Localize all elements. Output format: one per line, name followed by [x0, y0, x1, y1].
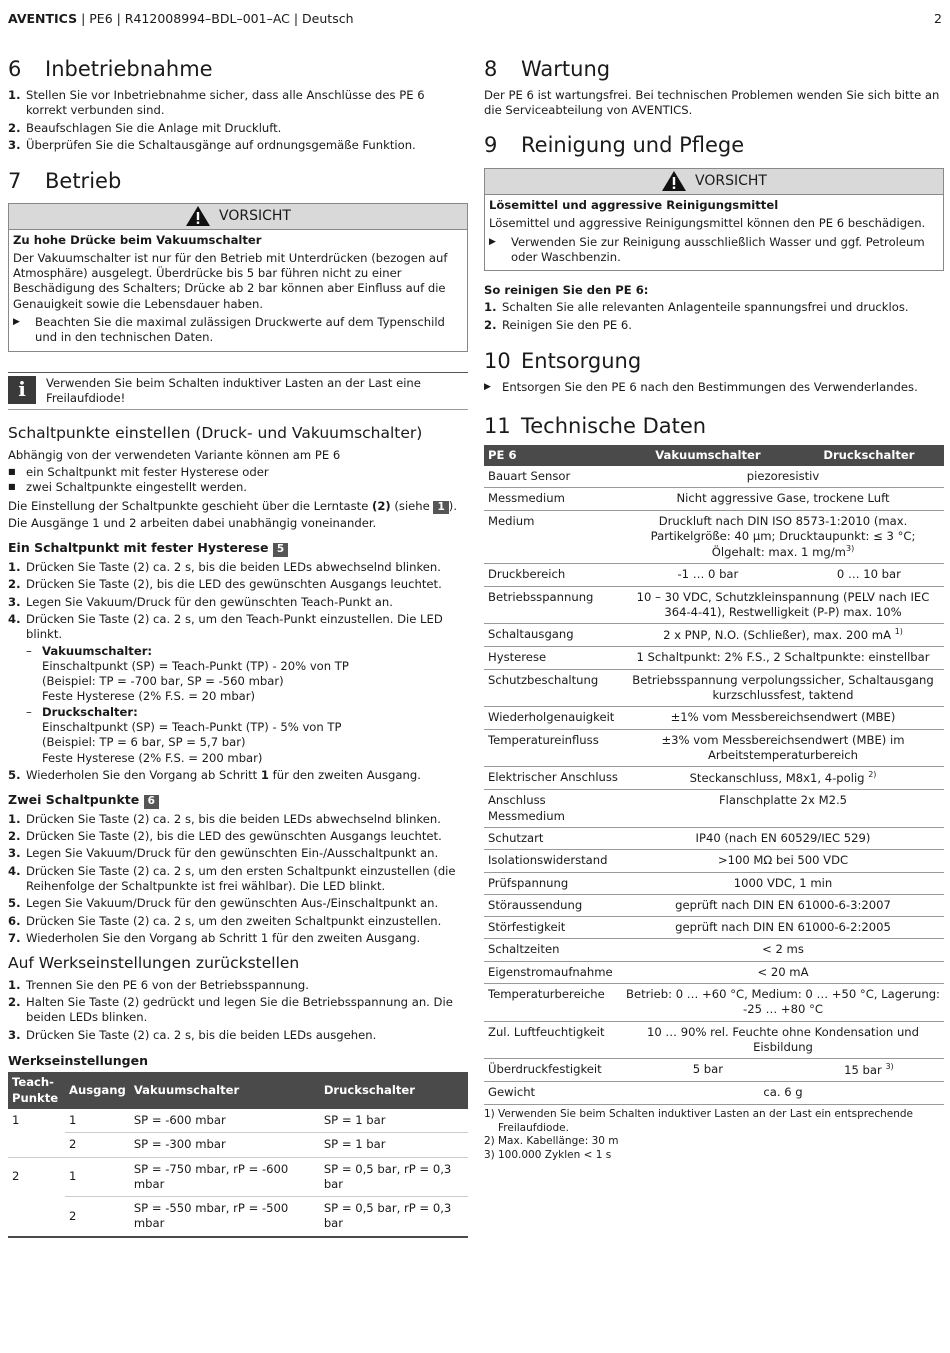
arrow-bullet-icon: ▶ [484, 382, 491, 393]
table-row: 2 SP = -300 mbar SP = 1 bar [8, 1133, 468, 1157]
two-switchpoints-heading: Zwei Schaltpunkte 6 [8, 792, 468, 809]
row-label: Betriebsspannung [484, 586, 622, 624]
brand-name: AVENTICS [8, 11, 78, 26]
row-label: Medium [484, 510, 622, 564]
column-header: Ausgang [65, 1072, 130, 1109]
row-label: Temperaturbereiche [484, 984, 622, 1022]
row-value: 1000 VDC, 1 min [622, 872, 944, 894]
section-11-heading: 11 Technische Daten [484, 413, 707, 438]
table-row [484, 647, 944, 669]
column-header: Druckschalter [320, 1072, 468, 1109]
list-item: 4. Drücken Sie Taste (2) ca. 2 s, um den ersten Schaltpunkt einzustellen (die Reihenfolge der Schaltpunkte ist frei wählbar). Die LED blinkt. [8, 863, 456, 894]
footnotes [484, 1108, 944, 1163]
switchpoints-intro: Abhängig von der verwendeten Variante können am PE 6 [8, 447, 341, 462]
cleaning-how-title: So reinigen Sie den PE 6: [484, 283, 649, 298]
row-label: Hysterese [484, 647, 622, 669]
section-title: Betrieb [45, 169, 122, 194]
row-value: Flanschplatte 2x M2.5 [622, 790, 944, 828]
row-label: Bauart Sensor [484, 466, 622, 488]
disposal-instruction: ▶ Entsorgen Sie den PE 6 nach den Bestimmungen des Verwenderlandes. [484, 380, 918, 395]
vacuum-value: 5 bar [622, 1059, 794, 1082]
technical-data-table [484, 445, 944, 1105]
table-row [484, 1059, 944, 1082]
row-value: < 2 ms [622, 939, 944, 961]
table-row [484, 850, 944, 872]
row-value: Betriebsspannung verpolungssicher, Schaltausgang kurzschlussfest, taktend [622, 669, 944, 707]
square-bullet-icon: ■ [8, 466, 16, 476]
switchpoints-heading: Schaltpunkte einstellen (Druck- und Vakuumschalter) [8, 424, 423, 443]
table-row [484, 586, 944, 624]
row-value: >100 MΩ bei 500 VDC [622, 850, 944, 872]
row-value: Betrieb: 0 … +60 °C, Medium: 0 … +50 °C, Lagerung: -25 … +80 °C [622, 984, 944, 1022]
info-icon: i [8, 376, 36, 404]
list-item: 2. Drücken Sie Taste (2), bis die LED des gewünschten Ausgangs leuchtet. [8, 577, 442, 592]
row-label: Messmedium [484, 488, 622, 510]
left-column [8, 57, 468, 1238]
warning-title: Zu hohe Drücke beim Vakuumschalter [13, 232, 262, 247]
row-value: ca. 6 g [622, 1082, 944, 1104]
page-number: 2 [934, 11, 942, 26]
list-item: ■ zwei Schaltpunkte eingestellt werden. [8, 480, 247, 495]
list-item: 1. Schalten Sie alle relevanten Anlagenteile spannungsfrei und drucklos. [484, 300, 909, 315]
column-header: Vakuumschalter [130, 1072, 320, 1109]
list-item: 1. Trennen Sie den PE 6 von der Betriebsspannung. [8, 977, 309, 992]
row-value: Nicht aggressive Gase, trockene Luft [622, 488, 944, 510]
row-label: Isolationswiderstand [484, 850, 622, 872]
vacuum-switch-note: – Vakuumschalter: Einschaltpunkt (SP) = Teach-Punkt (TP) - 20% von TP (Beispiel: TP = -700 bar, SP = -560 mbar) Feste Hysterese (2% F.S. = 20 mbar) [26, 643, 349, 704]
table-row [484, 827, 944, 849]
column-header: Teach-Punkte [8, 1072, 65, 1109]
row-label: Prüfspannung [484, 872, 622, 894]
list-item: 2. Beaufschlagen Sie die Anlage mit Druckluft. [8, 120, 282, 135]
row-label: Störfestigkeit [484, 917, 622, 939]
warning-text: Lösemittel und aggressive Reinigungsmittel können den PE 6 beschädigen. [489, 216, 926, 231]
table-row [484, 564, 944, 586]
factory-reset-heading: Auf Werkseinstellungen zurückstellen [8, 954, 300, 973]
table-row [484, 1082, 944, 1104]
row-label: Druckbereich [484, 564, 622, 586]
row-label: Überdruckfestigkeit [484, 1059, 622, 1082]
table-row [484, 872, 944, 894]
list-item: 5. Wiederholen Sie den Vorgang ab Schritt 1 für den zweiten Ausgang. [8, 767, 421, 782]
right-column [484, 57, 944, 1163]
row-label: Temperatureinfluss [484, 729, 622, 767]
row-value: piezoresistiv [622, 466, 944, 488]
table-row [484, 790, 944, 828]
row-value: 10 … 90% rel. Feuchte ohne Kondensation und Eisbildung [622, 1021, 944, 1059]
table-row: 2 SP = -550 mbar, rP = -500 mbar SP = 0,5 bar, rP = 0,3 bar [8, 1197, 468, 1237]
list-item: 2. Reinigen Sie den PE 6. [484, 317, 632, 332]
list-item: 3. Legen Sie Vakuum/Druck für den gewünschten Teach-Punkt an. [8, 594, 393, 609]
warning-box [8, 203, 468, 352]
row-value: Druckluft nach DIN ISO 8573-1:2010 (max. Partikelgröße: 40 µm; Drucktaupunkt: ≤ 3 °C; Ölgehalt: max. 1 $mg/m^{3)}$ [622, 510, 944, 564]
figure-reference: 1 [433, 501, 448, 515]
table-row [484, 669, 944, 707]
row-label: Schutzart [484, 827, 622, 849]
table-row [484, 894, 944, 916]
maintenance-text: Der PE 6 ist wartungsfrei. Bei technischen Problemen wenden Sie sich bitte an die Serviceabteilung von AVENTICS. [484, 88, 940, 118]
row-value: geprüft nach DIN EN 61000-6-3:2007 [622, 894, 944, 916]
table-row [484, 488, 944, 510]
row-label: Schutzbeschaltung [484, 669, 622, 707]
figure-reference: 6 [144, 795, 159, 809]
list-item: 1. Drücken Sie Taste (2) ca. 2 s, bis die beiden LEDs abwechselnd blinken. [8, 811, 441, 826]
single-switchpoint-steps [8, 560, 468, 783]
list-item: 1. Stellen Sie vor Inbetriebnahme sicher, dass alle Anschlüsse des PE 6 korrekt verbunden sind. [8, 88, 425, 118]
row-value: 2 x PNP, N.O. (Schließer), max. 200 mA $^{1)}$ [622, 624, 944, 647]
table-row [484, 510, 944, 564]
row-label: Eigenstromaufnahme [484, 961, 622, 983]
row-label: Zul. Luftfeuchtigkeit [484, 1021, 622, 1059]
table-row: 2 1 SP = -750 mbar, rP = -600 mbar SP = 0,5 bar, rP = 0,3 bar [8, 1157, 468, 1197]
list-item: 3. Überprüfen Sie die Schaltausgänge auf ordnungsgemäße Funktion. [8, 138, 416, 153]
warning-label: VORSICHT [695, 173, 767, 190]
section-6-heading [8, 57, 468, 82]
single-switchpoint-heading: Ein Schaltpunkt mit fester Hysterese 5 [8, 540, 468, 557]
switchpoints-outputs: Die Ausgänge 1 und 2 arbeiten dabei unabhängig voneinander. [8, 516, 377, 531]
column-header: Vakuumschalter [622, 445, 794, 466]
page-header [8, 11, 942, 29]
section-number: 7 [8, 169, 22, 194]
table-row [484, 961, 944, 983]
row-value: Steckanschluss, M8x1, 4-polig $^{2)}$ [622, 767, 944, 790]
warning-header [9, 204, 467, 230]
info-text: Verwenden Sie beim Schalten induktiver Lasten an der Last eine Freilaufdiode! [46, 375, 421, 405]
row-label: Schaltzeiten [484, 939, 622, 961]
warning-triangle-icon [185, 205, 211, 227]
list-item: 1. Drücken Sie Taste (2) ca. 2 s, bis die beiden LEDs abwechselnd blinken. [8, 560, 441, 575]
table-row [484, 1021, 944, 1059]
row-value: ±1% vom Messbereichsendwert (MBE) [622, 707, 944, 729]
list-item: 3. Drücken Sie Taste (2) ca. 2 s, bis die beiden LEDs ausgehen. [8, 1027, 377, 1042]
section-number: 6 [8, 57, 22, 81]
list-item: 5. Legen Sie Vakuum/Druck für den gewünschten Aus-/Einschaltpunkt an. [8, 896, 439, 911]
warning-triangle-icon [661, 170, 687, 192]
factory-settings-table [8, 1072, 468, 1237]
arrow-bullet-icon: ▶ [13, 317, 20, 328]
table-row [484, 767, 944, 790]
commissioning-steps [8, 88, 468, 153]
cleaning-steps [484, 300, 944, 333]
section-10-heading: 10 Entsorgung [484, 349, 642, 374]
list-item: 6. Drücken Sie Taste (2) ca. 2 s, um den zweiten Schaltpunkt einzustellen. [8, 913, 442, 928]
list-item: ■ ein Schaltpunkt mit fester Hysterese oder [8, 464, 269, 479]
table-row [484, 466, 944, 488]
row-value: geprüft nach DIN EN 61000-6-2:2005 [622, 917, 944, 939]
table-row [484, 707, 944, 729]
pressure-value: 0 … 10 bar [794, 564, 944, 586]
factory-reset-steps [8, 978, 468, 1043]
column-header: PE 6 [484, 445, 622, 466]
footnote: 2) Max. Kabellänge: 30 m [484, 1135, 619, 1148]
warning-title: Lösemittel und aggressive Reinigungsmittel [489, 197, 779, 212]
row-label: Anschluss Messmedium [484, 790, 622, 828]
row-label: Elektrischer Anschluss [484, 767, 622, 790]
section-9-heading: 9 Reinigung und Pflege [484, 132, 745, 157]
switchpoints-paragraph: Die Einstellung der Schaltpunkte geschieht über die Lerntaste (2) (siehe 1 ). [8, 498, 458, 513]
warning-action: ▶ Verwenden Sie zur Reinigung ausschließlich Wasser und ggf. Petroleum oder Waschbenzin. [489, 234, 925, 264]
table-row [484, 729, 944, 767]
square-bullet-icon: ■ [8, 482, 16, 492]
warning-action: ▶ Beachten Sie die maximal zulässigen Druckwerte auf dem Typenschild und in den technischen Daten. [13, 315, 445, 345]
table-row [484, 624, 944, 647]
row-value: ±3% vom Messbereichsendwert (MBE) im Arbeitstemperaturbereich [622, 729, 944, 767]
row-value: < 20 mA [622, 961, 944, 983]
footnote: 1) Verwenden Sie beim Schalten induktiver Lasten an der Last ein entsprechende Freilaufdiode. [484, 1107, 913, 1134]
info-box [8, 372, 468, 411]
list-item: 2. Halten Sie Taste (2) gedrückt und legen Sie die Betriebsspannung an. Die beiden LEDs blinken. [8, 994, 453, 1025]
pressure-switch-note: – Druckschalter: Einschaltpunkt (SP) = Teach-Punkt (TP) - 5% von TP (Beispiel: TP = 6 bar, SP = 5,7 bar) Feste Hysterese (2% F.S. = 200 mbar) [26, 704, 342, 765]
list-item: 4. Drücken Sie Taste (2) ca. 2 s, um den Teach-Punkt einzustellen. Die LED blinkt. – Vakuumschalter: Einschaltpunkt (SP) = Teach-Punkt (TP) - 20% von TP (Beispiel: TP = -700 bar, SP = -560 mbar) Feste Hysterese (2% F.S. = 20 mbar) – Druckschalter: Einschaltpunkt (SP) = Teach-Punkt (TP) - 5% von TP (Beispiel: TP = 6 bar, SP = 5,7 bar) Feste Hysterese (2% F.S. = 200 mbar) [8, 612, 468, 766]
header-left [8, 11, 354, 28]
factory-settings-title: Werkseinstellungen [8, 1052, 148, 1068]
table-row: 1 1 SP = -600 mbar SP = 1 bar [8, 1109, 468, 1133]
figure-reference: 5 [273, 543, 288, 557]
list-item: 3. Legen Sie Vakuum/Druck für den gewünschten Ein-/Ausschaltpunkt an. [8, 846, 439, 861]
table-row [484, 939, 944, 961]
footnote: 3) 100.000 Zyklen < 1 s [484, 1149, 612, 1162]
pressure-value: 15 bar $^{3)}$ [794, 1059, 944, 1082]
table-row [484, 984, 944, 1022]
warning-header [485, 169, 943, 195]
section-7-heading [8, 169, 468, 194]
cleaning-warning-box [484, 168, 944, 271]
row-label: Wiederholgenauigkeit [484, 707, 622, 729]
arrow-bullet-icon: ▶ [489, 236, 496, 247]
list-item: 7. Wiederholen Sie den Vorgang ab Schritt 1 für den zweiten Ausgang. [8, 930, 421, 945]
doc-id: | PE6 | R412008994–BDL–001–AC | Deutsch [77, 11, 354, 26]
row-value: 1 Schaltpunkt: 2% F.S., 2 Schaltpunkte: einstellbar [622, 647, 944, 669]
row-value: IP40 (nach EN 60529/IEC 529) [622, 827, 944, 849]
section-title: Inbetriebnahme [45, 57, 213, 81]
list-item: 2. Drücken Sie Taste (2), bis die LED des gewünschten Ausgangs leuchtet. [8, 829, 442, 844]
row-value: 10 – 30 VDC, Schutzkleinspannung (PELV nach IEC 364-4-41), Restwelligkeit (P-P) max. 10% [622, 586, 944, 624]
two-switchpoints-steps [8, 812, 468, 946]
row-label: Gewicht [484, 1082, 622, 1104]
table-row [484, 917, 944, 939]
switchpoints-list [8, 465, 468, 496]
vacuum-value: -1 … 0 bar [622, 564, 794, 586]
row-label: Störaussendung [484, 894, 622, 916]
section-8-heading: 8 Wartung [484, 57, 611, 81]
warning-text: Der Vakuumschalter ist nur für den Betrieb mit Unterdrücken (bezogen auf Atmosphäre) ausgelegt. Überdrücke bis 5 bar führen nicht zu einer Beschädigung des Schalters; Drücke ab 2 bar können aber Einfluss auf die Genauigkeit sowie die Lebensdauer haben. [13, 250, 448, 311]
warning-label: VORSICHT [219, 207, 291, 224]
row-label: Schaltausgang [484, 624, 622, 647]
column-header: Druckschalter [794, 445, 944, 466]
